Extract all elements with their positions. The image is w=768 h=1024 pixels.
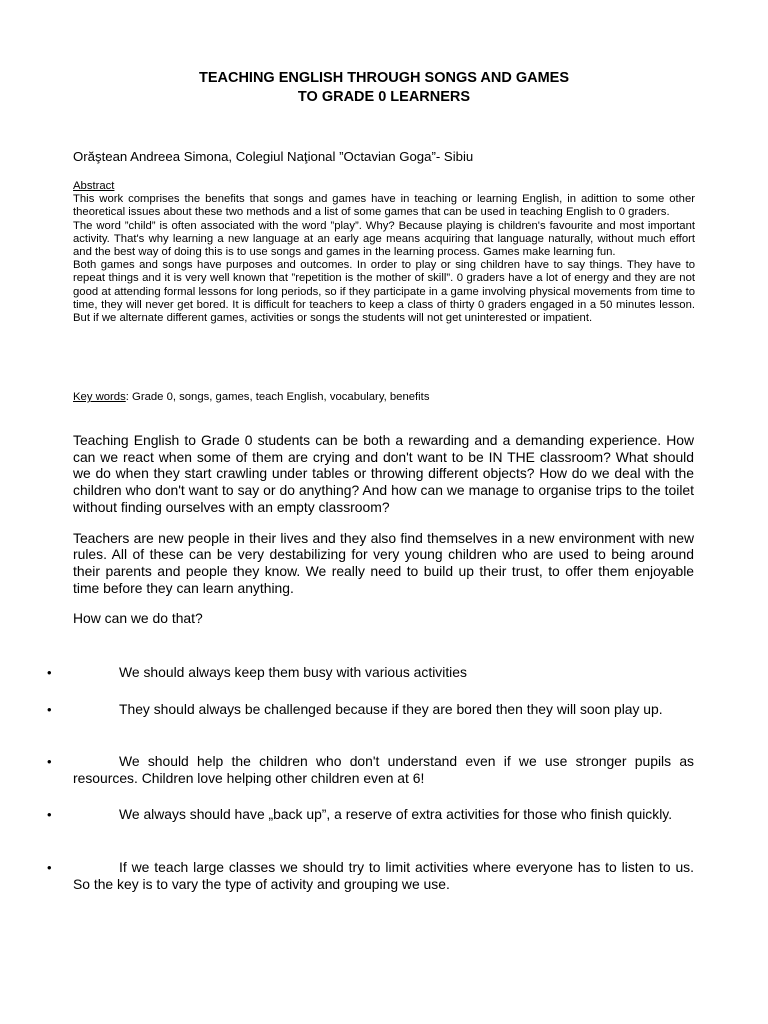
body-paragraph: How can we do that?: [73, 610, 203, 627]
bullet-marker: •: [47, 754, 52, 769]
paper-title: [0, 69, 768, 107]
list-item-text: If we teach large classes we should try to limit activities where everyone has to listen to us. So the key is to vary the type of activity and grouping we use.: [73, 859, 694, 892]
list-item-text: We always should have „back up”, a reserve of extra activities for those who finish quickly.: [119, 806, 673, 822]
list-item-text: They should always be challenged because if they are bored then they will soon play up.: [119, 701, 663, 717]
abstract-paragraph: Both games and songs have purposes and outcomes. In order to play or sing children have to say things. They have to repeat things and it is very well known that ”repetition is the mother of skill”. 0 graders have a lot of energy and they are not good at attending formal lessons for long periods, so if they participate in a game involving physical movements from time to time, they will never get bored. It is difficult for teachers to keep a class of thirty 0 graders engaged in a 50 minutes lesson. But if we alternate different games, activities or songs the students will not get uninterested or impatient.: [73, 259, 695, 325]
bullet-marker: •: [47, 702, 52, 717]
author-affiliation: Orăştean Andreea Simona, Colegiul Naţional ”Octavian Goga”- Sibiu: [73, 149, 474, 164]
keywords-line: [73, 390, 713, 404]
bullet-marker: •: [47, 665, 52, 680]
keywords-text: : Grade 0, songs, games, teach English, vocabulary, benefits: [125, 391, 430, 403]
list-item-text: We should help the children who don't understand even if we use stronger pupils as resources. Children love helping other children even at 6!: [73, 753, 694, 786]
abstract-paragraph: This work comprises the benefits that songs and games have in teaching or learning English, in adittion to some other theoretical issues about these two methods and a list of some games that can be used in teaching English to 0 graders.: [73, 193, 695, 219]
abstract-heading: Abstract: [73, 180, 115, 192]
list-item: [73, 859, 694, 893]
title-line-2: TO GRADE 0 LEARNERS: [297, 89, 471, 105]
keywords-label: Key words: [73, 391, 126, 403]
abstract-section: [73, 180, 695, 325]
body-paragraph: Teachers are new people in their lives and they also find themselves in a new environment with new rules. All of these can be very destabilizing for very young children who are used to being around their parents and people they know. We really need to build up their trust, to offer them enjoyable time before they can learn anything.: [73, 529, 694, 596]
title-line-1: TEACHING ENGLISH THROUGH SONGS AND GAMES: [198, 70, 570, 86]
bullet-marker: •: [47, 807, 52, 822]
list-item: [73, 753, 694, 787]
list-item: [73, 806, 694, 823]
list-item-text: We should always keep them busy with various activities: [119, 664, 467, 680]
abstract-paragraph: The word ”child” is often associated with the word ”play”. Why? Because playing is children's favourite and most important activity. That's why learning a new language at an early age means acquiring that language naturally, without much effort and the best way of doing this is to use songs and games in the learning process. Games make learning fun.: [73, 219, 695, 259]
body-paragraph: Teaching English to Grade 0 students can be both a rewarding and a demanding experience. How can we react when some of them are crying and don't want to be IN THE classroom? What should we do when they start crawling under tables or throwing different objects? How do we deal with the children who don't want to say or do anything? And how can we manage to organise trips to the toilet without finding ourselves with an empty classroom?: [73, 432, 694, 515]
list-item: [73, 701, 694, 718]
bullet-marker: •: [47, 860, 52, 875]
body-text: [73, 432, 694, 641]
list-item: [73, 664, 694, 681]
